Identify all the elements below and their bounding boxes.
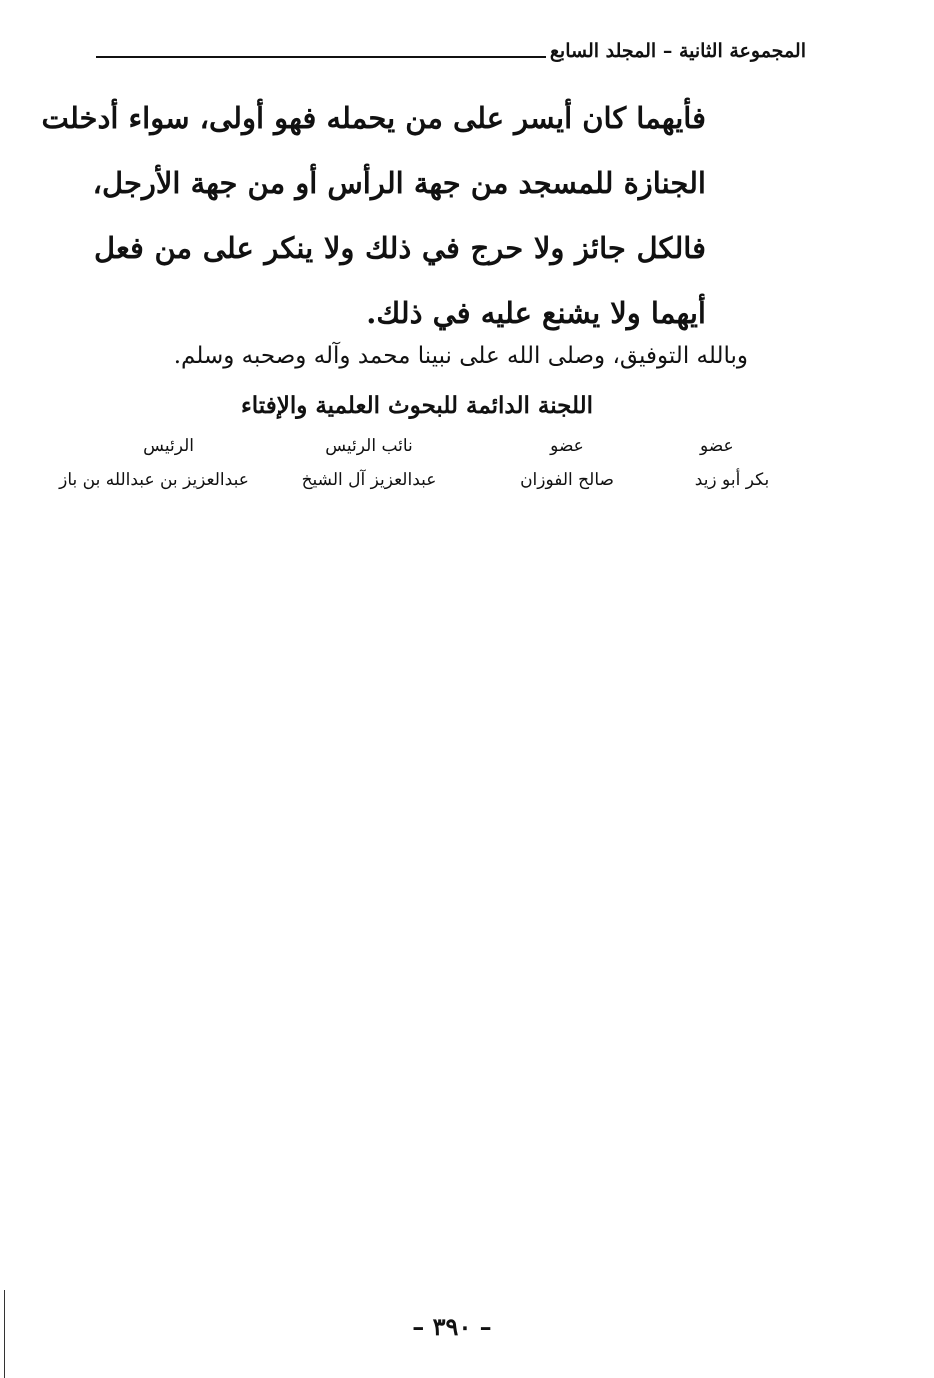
signatory-name: بكر أبو زيد — [694, 470, 770, 490]
body-line-2: الجنازة للمسجد من جهة الرأس أو من جهة الأرجل، — [92, 166, 706, 200]
signatory-role: عضو — [700, 436, 734, 456]
body-line-3: فالكل جائز ولا حرج في ذلك ولا ينكر على من فعل — [94, 231, 706, 265]
signatory-role: الرئيس — [143, 436, 194, 456]
signatory-role: عضو — [550, 436, 584, 456]
signatory-vice-president — [274, 430, 464, 496]
body-line-1: فأيهما كان أيسر على من يحمله فهو أولى، سواء أدخلت — [41, 101, 706, 135]
header-rule — [96, 56, 546, 58]
body-line-4: أيهما ولا يشنع عليه في ذلك. — [366, 296, 706, 330]
signatory-name: صالح الفوزان — [520, 470, 614, 490]
closing-blessing: وبالله التوفيق، وصلى الله على نبينا محمد وآله وصحبه وسلم. — [173, 343, 748, 369]
committee-title: اللجنة الدائمة للبحوث العلمية والإفتاء — [240, 392, 594, 419]
signatory-member-1 — [672, 430, 792, 496]
signatory-role: نائب الرئيس — [325, 436, 413, 456]
running-header — [96, 34, 806, 68]
running-title: المجموعة الثانية – المجلد السابع — [549, 40, 806, 62]
signatory-name: عبدالعزيز آل الشيخ — [301, 470, 437, 490]
page-number: – ٣٩٠ – — [412, 1312, 492, 1341]
signatory-president — [44, 430, 264, 496]
signatory-member-2 — [492, 430, 642, 496]
signatory-name: عبدالعزيز بن عبدالله بن باز — [59, 470, 249, 490]
fatwa-body — [41, 86, 706, 346]
signatories — [59, 430, 792, 510]
